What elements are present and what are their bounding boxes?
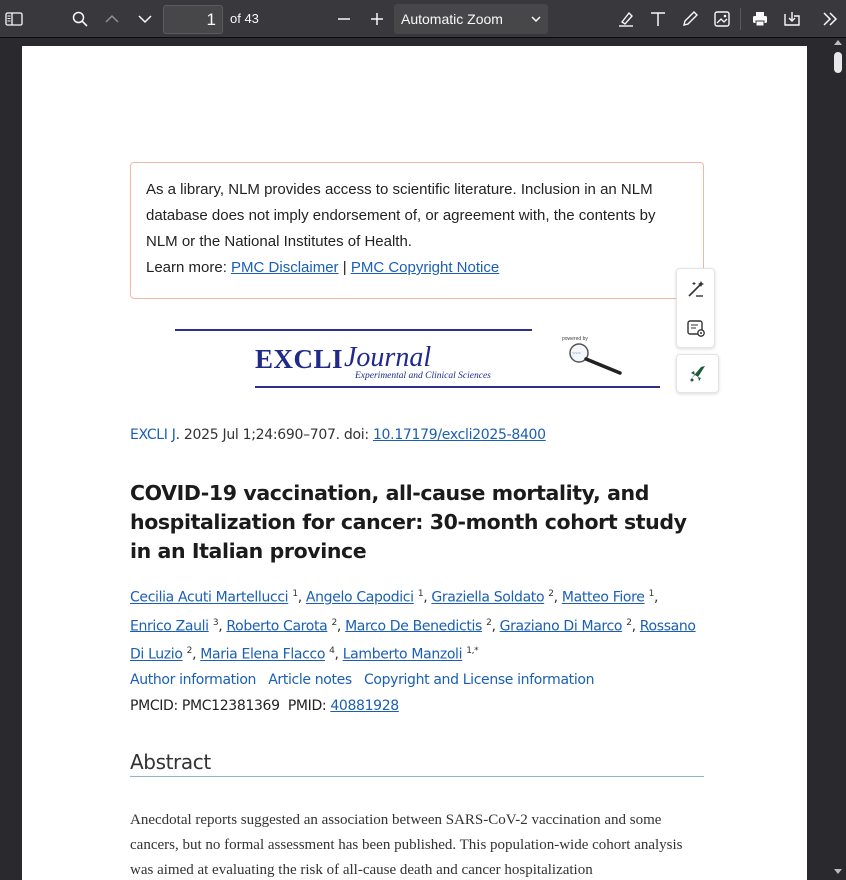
pmc-copyright-link[interactable]: PMC Copyright Notice: [350, 259, 500, 276]
ai-assistant-button[interactable]: [676, 354, 719, 393]
nlm-notice-box: [130, 162, 704, 299]
logo-subtitle: Experimental and Clinical Sciences: [355, 371, 491, 381]
citation-line: EXCLI J. 2025 Jul 1;24:690–707. doi: 10.17179/excli2025-8400: [130, 427, 546, 443]
abstract-divider: [130, 776, 704, 777]
print-icon[interactable]: [748, 0, 772, 38]
magic-wand-icon[interactable]: [685, 278, 707, 300]
magnifier-icon: [565, 342, 625, 378]
author-information-link[interactable]: Author information: [130, 672, 257, 688]
rocket-icon: [687, 363, 709, 385]
notice-text: As a library, NLM provides access to scientific literature. Inclusion in an NLM database does not imply endorsement of, or agreement with, the contents by NLM or the National Institutes of Health.: [146, 181, 656, 250]
page-number-input[interactable]: [163, 5, 223, 34]
pdf-page: [22, 46, 807, 880]
scroll-up-arrow[interactable]: [834, 40, 842, 45]
svg-text:~~~: ~~~: [572, 351, 581, 357]
highlight-icon[interactable]: [614, 0, 638, 38]
article-notes-link[interactable]: Article notes: [268, 672, 352, 688]
author-link[interactable]: Cecilia Acuti Martellucci: [130, 589, 289, 606]
logo-line: [175, 329, 532, 331]
tools-menu-icon[interactable]: [818, 0, 842, 38]
previous-page-icon[interactable]: [100, 0, 124, 38]
toolbar-separator: [740, 8, 741, 30]
pmid-label: PMID:: [287, 698, 327, 714]
article-info-links: [130, 672, 602, 688]
chevron-down-icon: [530, 13, 542, 25]
doi-link[interactable]: 10.17179/excli2025-8400: [372, 427, 546, 443]
scroll-down-arrow[interactable]: [834, 869, 842, 874]
zoom-select[interactable]: [394, 4, 548, 34]
zoom-select-label: Automatic Zoom: [401, 11, 503, 27]
pmc-disclaimer-link[interactable]: PMC Disclaimer: [231, 259, 339, 276]
author-link[interactable]: Graziella Soldato: [431, 589, 545, 606]
author-link[interactable]: Enrico Zauli: [130, 618, 209, 635]
add-image-icon[interactable]: [710, 0, 734, 38]
vertical-scrollbar[interactable]: [830, 38, 846, 880]
pdf-toolbar: [0, 0, 846, 38]
logo-line: [255, 386, 660, 388]
zoom-in-icon[interactable]: [365, 0, 389, 38]
author-link[interactable]: Rossano Di Luzio: [130, 618, 696, 663]
journal-link[interactable]: EXCLI J: [130, 427, 176, 443]
text-tool-icon[interactable]: [646, 0, 670, 38]
author-link[interactable]: Maria Elena Flacco: [200, 646, 326, 663]
author-link[interactable]: Angelo Capodici: [305, 589, 414, 606]
save-icon[interactable]: [780, 0, 804, 38]
annotation-float-toolbar: [676, 268, 715, 348]
abstract-text: Anecdotal reports suggested an association between SARS-CoV-2 vaccination and some cancers, but no formal assessment has been published. This population-wide cohort analysis was aimed at evaluating the risk of all-cause death and cancer hospitalization: [130, 812, 683, 878]
article-ids: [130, 698, 399, 714]
scroll-thumb[interactable]: [834, 52, 842, 73]
pmid-link[interactable]: 40881928: [330, 698, 399, 714]
author-link[interactable]: Matteo Fiore: [561, 589, 645, 606]
document-viewer[interactable]: [0, 38, 846, 880]
author-list: Cecilia Acuti Martellucci $^1$, Angelo Capodici $^1$, Graziella Soldato $^2$, Matteo Fiore $^1$, Enrico Zauli $^3$, Roberto Carota $^2$, Marco De Benedictis $^2$, Graziano Di Marco $^2$, Rossano Di Luzio $^2$, Maria Elena Flacco $^4$, Lamberto Manzoli $^{1,*}$: [130, 589, 696, 663]
logo-journal-text: Journal: [344, 342, 432, 373]
author-link[interactable]: Marco De Benedictis: [345, 618, 482, 635]
comment-settings-icon[interactable]: [685, 317, 707, 339]
logo-powered-by: powered by: [562, 336, 588, 342]
journal-logo: [172, 326, 662, 388]
sidebar-toggle-icon[interactable]: [2, 0, 26, 38]
zoom-out-icon[interactable]: [332, 0, 356, 38]
author-link[interactable]: Lamberto Manzoli: [342, 646, 463, 663]
search-icon[interactable]: [68, 0, 92, 38]
abstract-heading: Abstract: [130, 750, 211, 774]
copyright-license-link[interactable]: Copyright and License information: [363, 672, 595, 688]
logo-excli-text: EXCLI: [255, 344, 344, 374]
author-link[interactable]: Graziano Di Marco: [499, 618, 623, 635]
page-count-label: of 43: [230, 11, 259, 26]
notice-learn-more: Learn more: PMC Disclaimer | PMC Copyright Notice: [146, 259, 500, 276]
pmcid-label: PMCID: PMC12381369: [130, 698, 280, 714]
author-link[interactable]: Roberto Carota: [226, 618, 328, 635]
article-title: COVID-19 vaccination, all-cause mortality, and hospitalization for cancer: 30-month cohort study in an Italian province: [130, 481, 687, 563]
draw-icon[interactable]: [678, 0, 702, 38]
next-page-icon[interactable]: [133, 0, 157, 38]
